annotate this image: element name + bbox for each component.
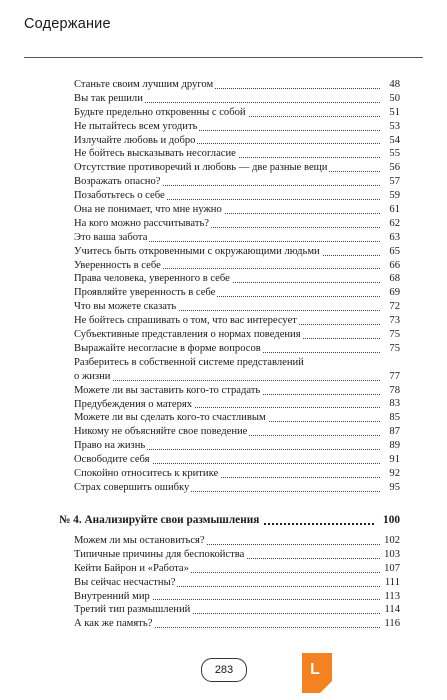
toc-entry[interactable] [74,342,400,356]
toc-entry-page: 75 [389,329,400,341]
toc-entry[interactable] [74,78,400,92]
toc-entry-page: 72 [389,301,400,313]
toc-entry-page: 77 [389,370,400,382]
toc-entry-page: 75 [389,342,400,354]
toc-entry[interactable] [74,161,400,175]
toc-entry[interactable] [74,231,400,245]
toc-entry-title: Не бойтесь высказывать несогласие [74,148,236,160]
toc-entry-page: 91 [389,454,400,466]
toc-entry-title: Типичные причины для беспокойства [74,548,245,560]
toc-entry-title: Излучайте любовь и добро [74,134,196,146]
header-rule [24,57,423,58]
toc-entry-page: 54 [389,134,400,146]
toc-entry[interactable] [74,590,400,604]
toc-entry[interactable] [74,134,400,148]
toc-entry[interactable] [74,562,400,576]
toc-entry-title: Вы так решили [74,92,143,104]
toc-entry-title: Что вы можете сказать [74,301,177,313]
toc-entry[interactable] [74,92,400,106]
toc-entry-page: 113 [384,590,400,602]
toc-list-part2-wrapper [59,511,400,631]
toc-entry[interactable] [74,548,400,562]
toc-entry-title: Внутренний мир [74,590,150,602]
toc-entry[interactable] [74,617,400,631]
toc-entry-title: Это ваша забота [74,231,148,243]
toc-entry-page: 51 [389,106,400,118]
toc-entry[interactable] [74,603,400,617]
toc-entry[interactable] [74,259,400,273]
toc-entry-title: Третий тип размышлений [74,604,191,616]
toc-entry[interactable] [74,439,400,453]
toc-entry-title: Можете ли вы заставить кого-то страдать [74,384,261,396]
toc-entry-title: Кейти Байрон и «Работа» [74,562,189,574]
toc-entry-title: Предубеждения о матерях [74,398,193,410]
toc-entry[interactable] [74,203,400,217]
toc-entry-page: 61 [389,204,400,215]
toc-entry-title: Отсутствие противоречий и любовь — две разные вещи [74,162,328,174]
toc-entry-page: 103 [384,548,400,560]
toc-entry[interactable] [74,398,400,412]
toc-list-part1 [74,78,400,495]
toc-entry-title: Можем ли мы остановиться? [74,535,205,546]
toc-entry-page: 89 [389,440,400,452]
toc-entry-page: 68 [389,273,400,285]
toc-entry-page: 102 [384,534,400,546]
toc-entry[interactable] [74,106,400,120]
chapter-title: № 4. Анализируйте свои размышления [59,511,262,530]
toc-entry[interactable] [74,245,400,259]
toc-entry-page: 56 [389,162,400,174]
toc-entry-page: 69 [389,287,400,299]
toc-entry-title: Она не понимает, что мне нужно [74,204,222,216]
toc-entry-title: Позаботьтесь о себе [74,190,165,202]
toc-entry-page: 62 [389,217,400,229]
toc-entry-title: Спокойно относитесь к критике [74,467,219,479]
toc-entry-title: Права человека, уверенного в себе [74,273,230,285]
publisher-logo-letter: L [310,661,320,678]
toc-entry-title: Разберитесь в собственной системе представлений о жизни [74,356,304,382]
toc-entry-page: 92 [389,467,400,479]
toc-entry[interactable] [74,453,400,467]
toc-list-part2 [74,534,400,631]
toc-entry-page: 53 [389,120,400,132]
toc-entry-page: 65 [389,245,400,257]
toc-entry-page: 59 [389,190,400,202]
toc-entry-title: А как же память? [74,618,153,630]
toc-entry-page: 87 [389,426,400,438]
toc-entry-title: Не пытайтесь всем угодить [74,120,198,132]
toc-entry[interactable] [74,467,400,481]
toc-entry[interactable] [74,328,400,342]
toc-entry[interactable] [74,120,400,134]
toc-entry[interactable] [74,272,400,286]
toc-entry-page: 66 [389,259,400,271]
toc-entry-title: Будьте предельно откровенны с собой [74,106,246,118]
toc-entry[interactable] [74,576,400,590]
toc-entry[interactable] [74,175,400,189]
chapter-page: 100 [380,511,400,530]
toc-entry[interactable] [74,384,400,398]
publisher-logo [302,653,332,693]
toc-entry-page: 111 [384,576,400,588]
toc-entry-page: 48 [389,78,400,90]
toc-entry-page: 107 [384,562,400,574]
toc-entry-title: Возражать опасно? [74,176,161,188]
toc-entry-page: 57 [389,176,400,188]
toc-entry-page: 55 [389,148,400,160]
toc-entry-title: Станьте своим лучшим другом [74,79,214,90]
toc-entry-title: Вы сейчас несчастны? [74,576,176,588]
chapter-heading[interactable] [59,511,400,530]
toc-entry-title: Не бойтесь спрашивать о том, что вас интересует [74,315,297,327]
toc-entry-page: 73 [389,315,400,327]
toc-entry[interactable] [74,411,400,425]
toc-entry-page: 95 [389,481,400,493]
toc-entry-title: Никому не объясняйте свое поведение [74,426,248,438]
toc-entry-page: 114 [384,604,400,616]
toc-entry[interactable] [74,481,400,495]
toc-entry-page: 116 [384,618,400,630]
toc-entry[interactable] [74,534,400,548]
toc-entry-title: Освободите себя [74,454,150,466]
toc-entry-page: 85 [389,412,400,424]
toc-entry-title: Проявляйте уверенность в себе [74,287,216,299]
toc-entry-title: Можете ли вы сделать кого-то счастливым [74,412,266,424]
toc-entry-title: На кого можно рассчитывать? [74,217,209,229]
page-number: 283 [201,658,247,682]
running-header: Содержание [24,16,111,32]
toc-entry[interactable] [74,217,400,231]
toc-entry[interactable] [74,147,400,161]
toc-entry-page: 50 [389,92,400,104]
toc-entry-title: Уверенность в себе [74,259,161,271]
toc-entry[interactable] [74,286,400,300]
toc-entry[interactable] [74,314,400,328]
toc-entry-title: Право на жизнь [74,440,146,452]
toc-entry-page: 63 [389,231,400,243]
toc-entry-title: Субъективные представления о нормах поведения [74,329,301,341]
toc-entry-page: 83 [389,398,400,410]
toc-entry-title: Выражайте несогласие в форме вопросов [74,342,261,354]
toc-entry[interactable] [74,356,400,384]
toc-entry-title: Учитесь быть откровенными с окружающими людьми [74,245,320,257]
toc-entry-title: Страх совершить ошибку [74,481,190,493]
toc-entry[interactable] [74,300,400,314]
toc-entry[interactable] [74,189,400,203]
toc-entry-page: 78 [389,384,400,396]
toc-entry[interactable] [74,425,400,439]
